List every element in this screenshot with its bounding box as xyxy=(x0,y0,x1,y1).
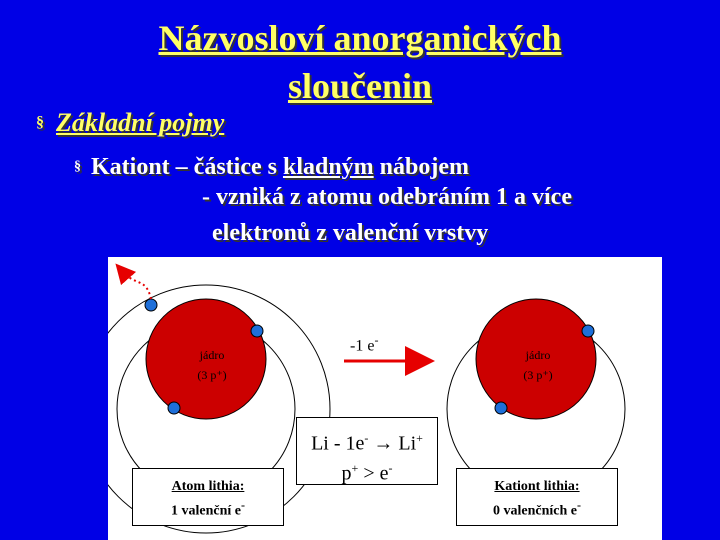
electron xyxy=(582,325,594,337)
ionization-equation xyxy=(296,417,438,485)
bullet-basic-terms xyxy=(36,108,224,138)
title-line-2: sloučenin xyxy=(287,66,433,106)
cation-text-underlined: kladným xyxy=(282,154,374,180)
right-caption-sup: - xyxy=(577,498,581,512)
arrow-label-sup: - xyxy=(374,333,379,347)
cation-line-2: - vzniká z atomu odebráním 1 a více xyxy=(202,184,572,210)
eq-part: → Li xyxy=(368,432,417,455)
right-caption-title: Kationt lithia: xyxy=(494,479,580,494)
cation-line-3: elektronů z valenční vrstvy xyxy=(212,220,489,246)
electron xyxy=(145,299,157,311)
equation-line-1 xyxy=(297,426,437,456)
eq-part: Li - 1e xyxy=(311,432,365,455)
bullet-cation-definition xyxy=(74,152,469,182)
left-caption-line2 xyxy=(133,496,283,521)
eq-sup: - xyxy=(388,460,393,475)
slide-title xyxy=(0,14,720,110)
electron xyxy=(495,402,507,414)
right-nucleus-label: jádro xyxy=(525,348,551,362)
arrow-label-text: -1 e xyxy=(350,337,375,355)
eq-sup: - xyxy=(364,431,369,445)
eq-part: p xyxy=(341,462,352,485)
right-caption-text: 0 valenčních e xyxy=(493,503,577,519)
electron xyxy=(251,325,263,337)
left-caption-sup: - xyxy=(241,498,245,512)
eq-sup: + xyxy=(351,460,359,475)
eq-part: > e xyxy=(358,462,389,485)
right-caption-line2 xyxy=(457,496,617,521)
left-caption-title: Atom lithia: xyxy=(171,479,245,494)
right-nucleus-charge: (3 p⁺) xyxy=(523,368,553,382)
cation-text-end: nábojem xyxy=(373,154,470,180)
left-nucleus-charge: (3 p⁺) xyxy=(197,368,227,382)
lithium-ionization-diagram xyxy=(108,257,662,540)
eq-sup: + xyxy=(416,431,423,445)
bullet-basic-terms-text: Základní pojmy xyxy=(56,108,225,137)
equation-line-2 xyxy=(297,456,437,486)
title-line-1: Názvosloví anorganických xyxy=(158,18,562,58)
left-caption-text: 1 valenční e xyxy=(171,503,241,519)
bullet-marker: § xyxy=(74,159,81,174)
electron xyxy=(168,402,180,414)
right-caption-box xyxy=(456,468,618,526)
escape-path xyxy=(122,271,151,299)
arrow-label xyxy=(350,333,378,355)
cation-text-start: Kationt – částice s xyxy=(91,154,283,180)
left-caption-box xyxy=(132,468,284,526)
left-nucleus-label: jádro xyxy=(199,348,225,362)
bullet-marker: § xyxy=(36,114,44,131)
